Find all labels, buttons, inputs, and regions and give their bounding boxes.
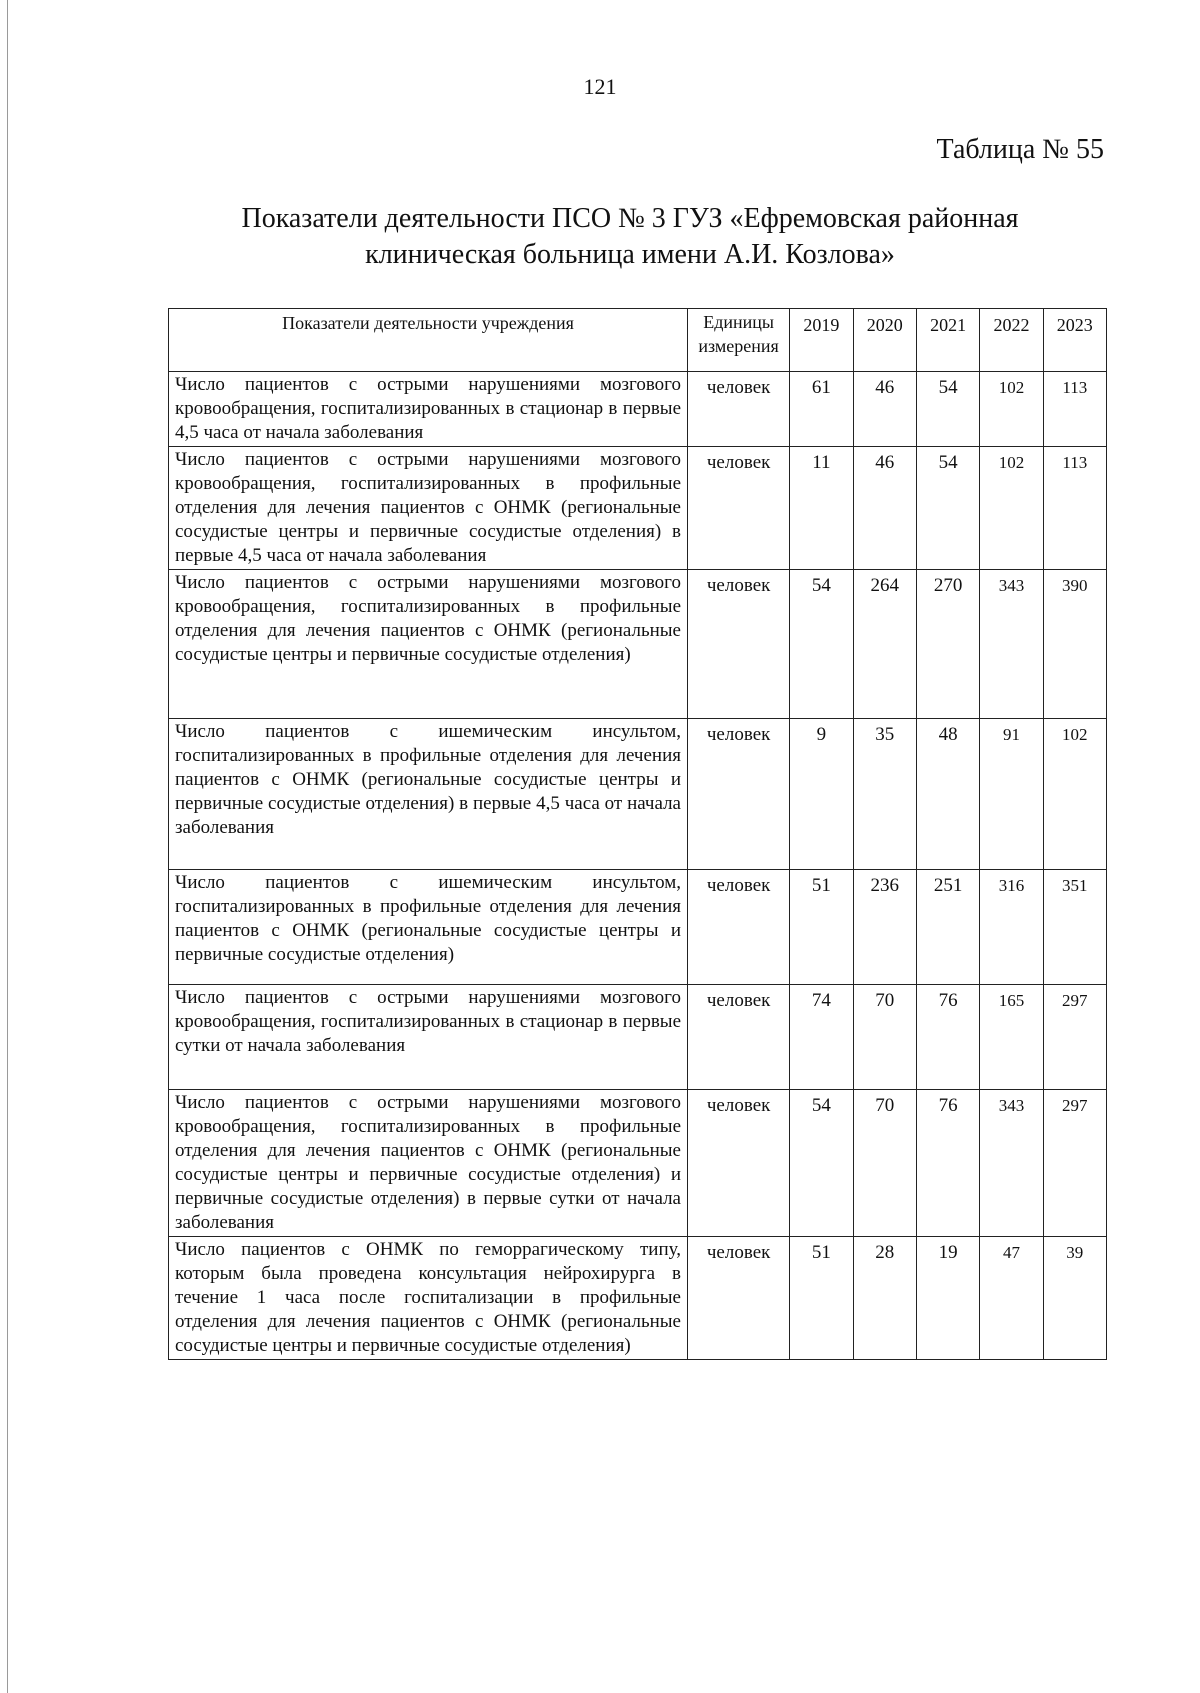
value-2020: 28 [853, 1237, 916, 1360]
document-title-line-1: Показатели деятельности ПСО № 3 ГУЗ «Ефремовская районная [241, 203, 1019, 234]
unit-cell: человек [688, 1237, 790, 1360]
value-2022: 343 [980, 1090, 1043, 1237]
value-2019: 54 [790, 1090, 853, 1237]
value-2021: 251 [916, 870, 979, 985]
table-row [169, 570, 1107, 719]
value-2020: 236 [853, 870, 916, 985]
value-2022: 47 [980, 1237, 1043, 1360]
value-2021: 54 [916, 447, 979, 570]
scan-edge-line [7, 0, 8, 1693]
unit-cell: человек [688, 870, 790, 985]
value-2022: 102 [980, 372, 1043, 447]
value-2023: 113 [1043, 447, 1106, 570]
indicator-cell: Число пациентов с острыми нарушениями мозгового кровообращения, госпитализированных в стационар в первые 4,5 часа от начала заболевания [169, 372, 688, 447]
header-unit [688, 309, 790, 372]
header-year-2023: 2023 [1043, 309, 1106, 372]
table-caption: Таблица № 55 [936, 134, 1104, 165]
value-2019: 51 [790, 870, 853, 985]
unit-cell: человек [688, 985, 790, 1090]
value-2023: 297 [1043, 985, 1106, 1090]
header-year-2021: 2021 [916, 309, 979, 372]
table-row [169, 447, 1107, 570]
indicator-cell: Число пациентов с ишемическим инсультом, госпитализированных в профильные отделения для лечения пациентов с ОНМК (региональные сосудистые центры и первичные сосудистые отделения) [169, 870, 688, 985]
header-unit-line-2: измерения [698, 336, 779, 356]
table-row [169, 1090, 1107, 1237]
value-2019: 11 [790, 447, 853, 570]
header-year-2019: 2019 [790, 309, 853, 372]
value-2022: 102 [980, 447, 1043, 570]
value-2022: 316 [980, 870, 1043, 985]
document-title [220, 201, 1040, 273]
value-2019: 51 [790, 1237, 853, 1360]
indicator-cell: Число пациентов с ОНМК по геморрагическому типу, которым была проведена консультация нейрохирурга в течение 1 часа после госпитализации в профильные отделения для лечения пациентов с ОНМК (региональные сосудистые центры и первичные сосудистые отделения) [169, 1237, 688, 1360]
value-2020: 46 [853, 372, 916, 447]
value-2021: 54 [916, 372, 979, 447]
document-title-line-2: клиническая больница имени А.И. Козлова» [365, 239, 895, 270]
page-number: 121 [583, 74, 617, 99]
value-2021: 270 [916, 570, 979, 719]
unit-cell: человек [688, 447, 790, 570]
unit-cell: человек [688, 719, 790, 870]
indicator-cell: Число пациентов с острыми нарушениями мозгового кровообращения, госпитализированных в профильные отделения для лечения пациентов с ОНМК (региональные сосудистые центры и первичные сосудистые отделения) и первичные сосудистые отделения) в первые сутки от начала заболевания [169, 1090, 688, 1237]
table-row [169, 719, 1107, 870]
unit-cell: человек [688, 372, 790, 447]
indicator-cell: Число пациентов с острыми нарушениями мозгового кровообращения, госпитализированных в профильные отделения для лечения пациентов с ОНМК (региональные сосудистые центры и первичные сосудистые отделения) в первые 4,5 часа от начала заболевания [169, 447, 688, 570]
value-2019: 54 [790, 570, 853, 719]
value-2022: 91 [980, 719, 1043, 870]
value-2021: 76 [916, 1090, 979, 1237]
value-2021: 76 [916, 985, 979, 1090]
value-2020: 70 [853, 985, 916, 1090]
value-2022: 343 [980, 570, 1043, 719]
header-indicator: Показатели деятельности учреждения [169, 309, 688, 372]
indicator-cell: Число пациентов с ишемическим инсультом, госпитализированных в профильные отделения для лечения пациентов с ОНМК (региональные сосудистые центры и первичные сосудистые отделения) в первые 4,5 часа от начала заболевания [169, 719, 688, 870]
value-2021: 48 [916, 719, 979, 870]
value-2023: 102 [1043, 719, 1106, 870]
value-2019: 74 [790, 985, 853, 1090]
table-row [169, 1237, 1107, 1360]
table-row [169, 372, 1107, 447]
value-2020: 46 [853, 447, 916, 570]
value-2023: 297 [1043, 1090, 1106, 1237]
unit-cell: человек [688, 570, 790, 719]
header-year-2022: 2022 [980, 309, 1043, 372]
value-2020: 70 [853, 1090, 916, 1237]
table-row [169, 985, 1107, 1090]
indicators-table [168, 308, 1107, 1360]
unit-cell: человек [688, 1090, 790, 1237]
header-year-2020: 2020 [853, 309, 916, 372]
value-2019: 9 [790, 719, 853, 870]
indicator-cell: Число пациентов с острыми нарушениями мозгового кровообращения, госпитализированных в стационар в первые сутки от начала заболевания [169, 985, 688, 1090]
table-header-row [169, 309, 1107, 372]
indicator-cell: Число пациентов с острыми нарушениями мозгового кровообращения, госпитализированных в профильные отделения для лечения пациентов с ОНМК (региональные сосудистые центры и первичные сосудистые отделения) [169, 570, 688, 719]
value-2020: 264 [853, 570, 916, 719]
value-2021: 19 [916, 1237, 979, 1360]
value-2023: 113 [1043, 372, 1106, 447]
header-unit-line-1: Единицы [703, 312, 774, 332]
value-2020: 35 [853, 719, 916, 870]
value-2023: 39 [1043, 1237, 1106, 1360]
value-2023: 351 [1043, 870, 1106, 985]
value-2019: 61 [790, 372, 853, 447]
value-2023: 390 [1043, 570, 1106, 719]
value-2022: 165 [980, 985, 1043, 1090]
table-row [169, 870, 1107, 985]
